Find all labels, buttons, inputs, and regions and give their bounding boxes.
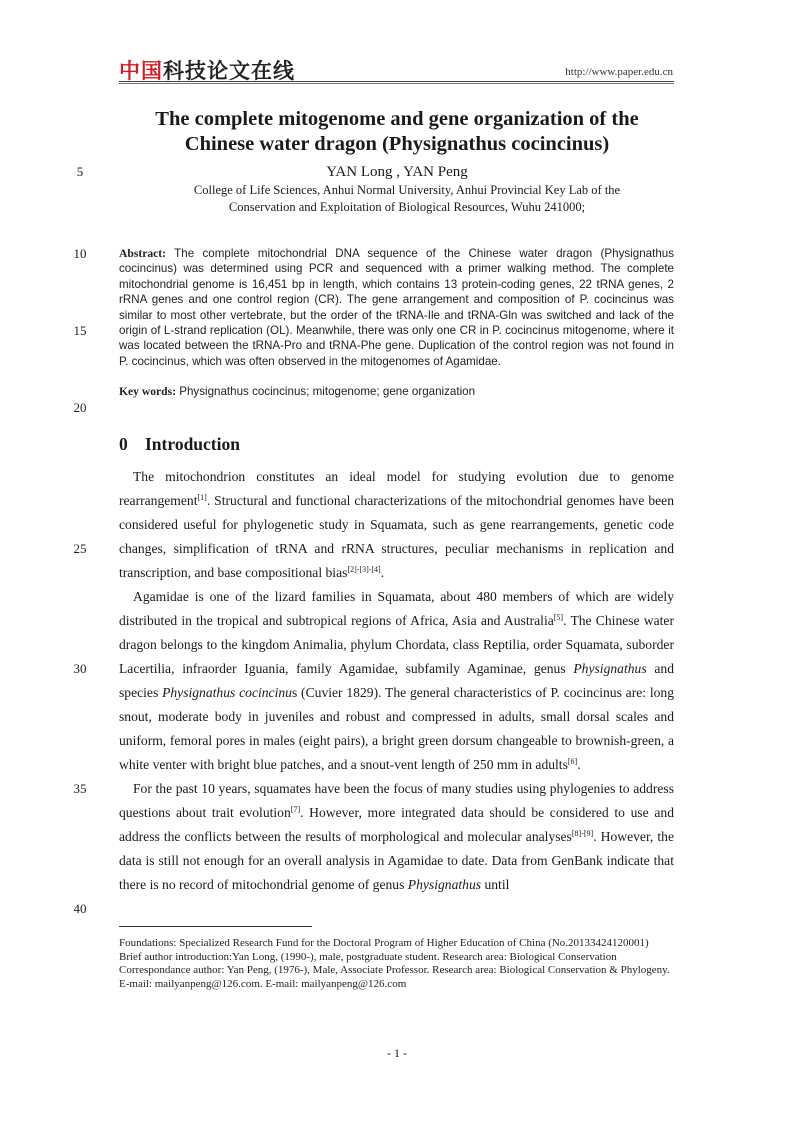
abstract xyxy=(119,246,674,369)
abstract-label: Abstract: xyxy=(119,247,167,260)
line-number: 30 xyxy=(73,661,87,676)
text-run: . However, more integrated data should be considered to use and address the conflicts between the results of morphological and molecular analyses xyxy=(119,805,674,844)
line-number: 15 xyxy=(73,323,87,338)
text-run: . xyxy=(577,757,581,772)
citation: [8]-[9] xyxy=(571,829,594,838)
text-run: Agamidae is one of the lizard families in Squamata, about 480 members of which are widely distributed in the tropical and subtropical regions of Africa, Asia and Australia xyxy=(119,589,674,628)
logo-red-text: 中国 xyxy=(119,59,163,83)
footnote-author-intro: Brief author introduction:Yan Long, (1990-), male, postgraduate student. Research area: Biological Conservation xyxy=(119,950,617,963)
citation: [6] xyxy=(567,757,578,766)
section-title: Introduction xyxy=(145,434,240,454)
text-run: . Structural and functional characterizations of the mitochondrial genomes have been considered useful for phylogenetic study in Squamata, such as gene rearrangements, genetic code changes, simplification of tRNA and rRNA structures, peculiar mechanisms in replication and transcription, and base compositional bias xyxy=(119,493,674,580)
footnote-foundations: Foundations: Specialized Research Fund for the Doctoral Program of Higher Education of China (No.20133424120001) xyxy=(119,937,649,949)
text-run: s (Cuvier 1829). The general characteristics of P. cocincinus are: long snout, moderate body in juveniles and robust and compressed in adults, small dorsal scales and uniform, femoral pores in males (eight pairs), a bright green dorsum changeable to brownish-green, a white venter with bright blue patches, and a snout-vent length of 250 mm in adults xyxy=(119,685,675,772)
genus-name: Physignathus xyxy=(573,661,647,676)
affiliation-line-1: College of Life Sciences, Anhui Normal University, Anhui Provincial Key Lab of the xyxy=(193,183,621,197)
citation: [2]-[3]-[4] xyxy=(347,565,381,574)
paragraph xyxy=(119,465,674,585)
line-number: 25 xyxy=(73,541,87,556)
keywords xyxy=(119,385,674,398)
header-divider xyxy=(119,81,674,82)
authors: YAN Long , YAN Peng xyxy=(326,164,468,180)
footnote-correspondence: Correspondance author: Yan Peng, (1976-), Male, Associate Professor. Research area: Biological Conservation & Phylogeny. E-mail: mailyanpeng@126.com. E-mail: mailyanpeng@126.com xyxy=(119,964,670,990)
line-number: 20 xyxy=(73,400,87,415)
genus-name: Physignathus xyxy=(407,877,482,892)
section-heading xyxy=(119,434,240,455)
paragraph xyxy=(119,585,674,777)
text-run: . However, the data is still not enough for an overall analysis in Agamidae to date. Data from GenBank indicate that there is no record of mitochondrial genome of genus xyxy=(119,829,674,892)
text-run: until xyxy=(481,877,510,892)
logo-dark-text: 科技论文在线 xyxy=(163,59,295,83)
text-run: For the past 10 years, squamates have been the focus of many studies using phylogenies to address questions about trait evolution xyxy=(119,781,674,820)
title-line-2: Chinese water dragon (Physignathus cocincinus) xyxy=(184,133,610,155)
line-number: 5 xyxy=(76,164,84,179)
intro-body xyxy=(119,465,674,897)
keywords-label: Key words: xyxy=(119,385,176,398)
title-line-1: The complete mitogenome and gene organization of the xyxy=(155,108,639,130)
line-number: 35 xyxy=(73,781,87,796)
text-run: . xyxy=(380,565,385,580)
citation: [1] xyxy=(197,493,207,502)
section-number: 0 xyxy=(119,434,128,454)
header-divider-thin xyxy=(119,83,674,84)
footnotes xyxy=(119,937,674,991)
citation: [7] xyxy=(290,805,301,814)
text-run: The mitochondrion constitutes an ideal model for studying evolution due to genome rearrangement xyxy=(119,469,674,508)
citation: [5] xyxy=(553,613,564,622)
paragraph xyxy=(119,777,674,897)
abstract-text: The complete mitochondrial DNA sequence of the Chinese water dragon (Physignathus cocincinus) was determined using PCR and sequenced with a primer walking method. The complete mitochondrial genome is 16,451 bp in length, which contains 13 protein-coding genes, 22 tRNA genes, 2 rRNA genes and one control region (CR). The gene arrangement and composition of P. cocincinus was similar to most other vertebrate, but the order of the tRNA-Ile and tRNA-Gln was switched and lack of the origin of L-strand replication (OL). Meanwhile, there was only one CR in P. cocincinus mitogenome, where it was located between the tRNA-Pro and tRNA-Phe gene. Duplication of the control region was not found in P. cocincinus, which was often observed in the mitogenomes of Agamidae. xyxy=(119,247,675,368)
text-run: and species xyxy=(119,661,674,700)
header-url: http://www.paper.edu.cn xyxy=(565,66,673,78)
line-number: 40 xyxy=(73,901,87,916)
keywords-text: Physignathus cocincinus; mitogenome; gene organization xyxy=(179,385,476,398)
affiliation xyxy=(140,182,674,216)
affiliation-line-2: Conservation and Exploitation of Biological Resources, Wuhu 241000; xyxy=(228,200,586,214)
species-name: Physignathus cocincinu xyxy=(162,685,292,700)
text-run: . The Chinese water dragon belongs to the kingdom Animalia, phylum Chordata, class Reptilia, order Squamata, suborder Lacertilia, infraorder Iguania, family Agamidae, subfamily Agaminae, genus xyxy=(119,613,674,676)
paper-title xyxy=(100,107,694,157)
line-number: 10 xyxy=(73,246,87,261)
footnote-divider xyxy=(119,926,312,927)
page-number: - 1 - xyxy=(387,1046,407,1060)
